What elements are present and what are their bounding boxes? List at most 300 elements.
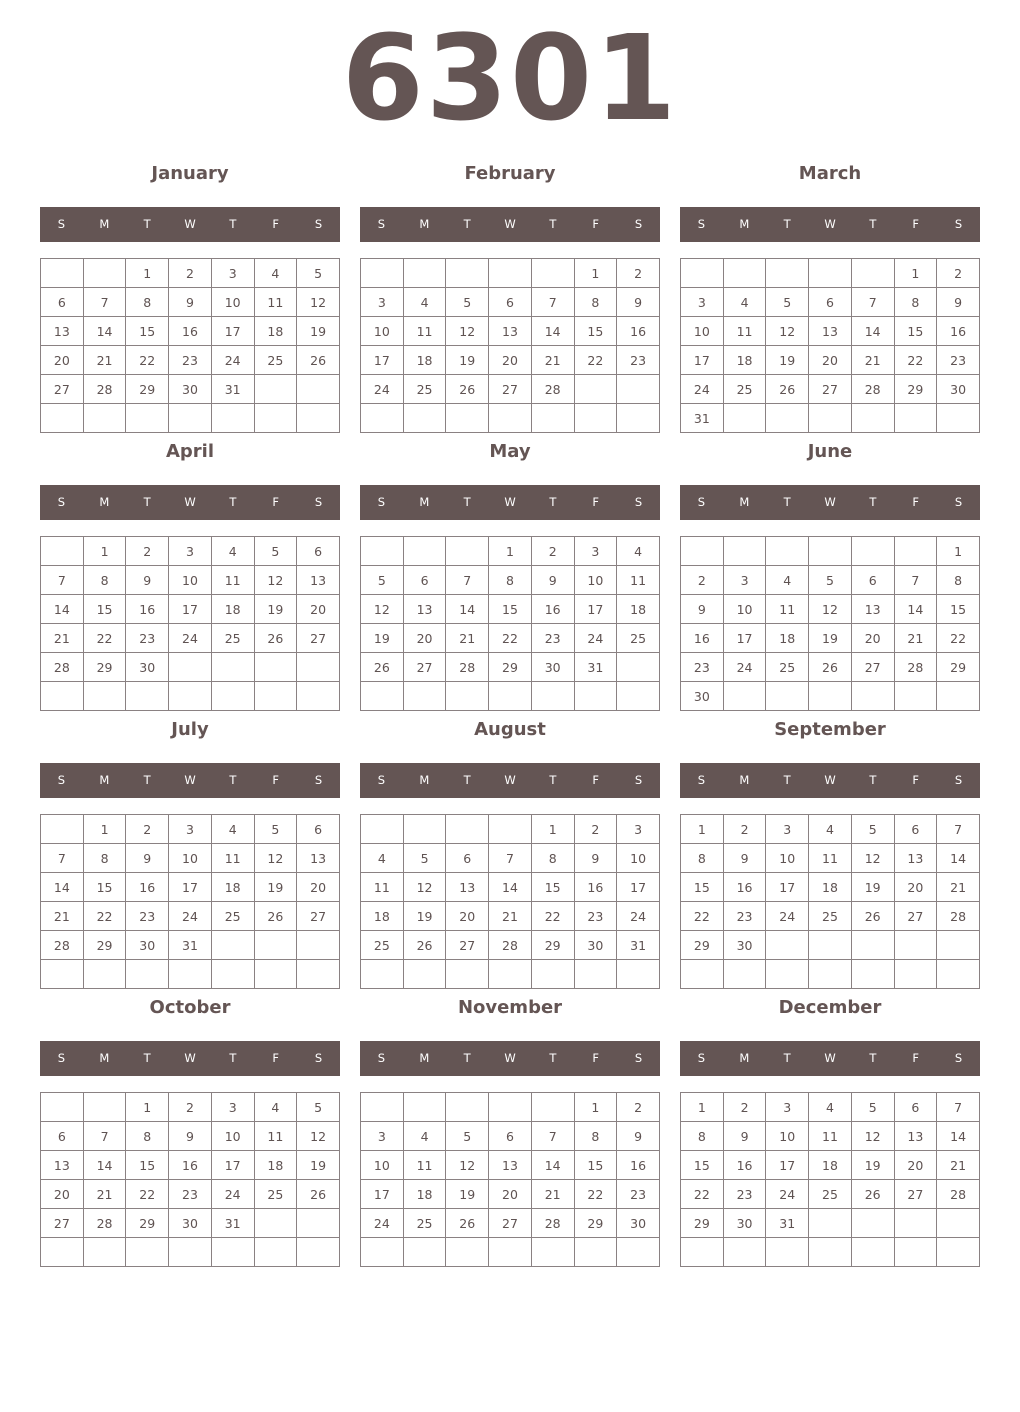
week-row — [361, 404, 660, 433]
day-cell: 31 — [617, 931, 660, 960]
day-cell: 29 — [894, 375, 937, 404]
empty-day-cell — [169, 1238, 212, 1267]
day-cell: 17 — [574, 595, 617, 624]
weekday-label: S — [634, 495, 643, 509]
empty-day-cell — [894, 682, 937, 711]
week-row — [41, 566, 340, 595]
empty-day-cell — [851, 259, 894, 288]
day-grid — [40, 536, 340, 711]
day-cell: 26 — [361, 653, 404, 682]
empty-day-cell — [617, 375, 660, 404]
day-cell: 15 — [574, 1151, 617, 1180]
week-row — [361, 1151, 660, 1180]
weekday-label: F — [912, 217, 920, 231]
day-cell: 18 — [361, 902, 404, 931]
day-cell: 18 — [766, 624, 809, 653]
empty-day-cell — [894, 1209, 937, 1238]
day-cell: 13 — [489, 1151, 532, 1180]
empty-day-cell — [681, 537, 724, 566]
day-cell: 7 — [446, 566, 489, 595]
week-row — [681, 1209, 980, 1238]
empty-day-cell — [446, 259, 489, 288]
day-cell: 3 — [574, 537, 617, 566]
day-cell: 15 — [681, 1151, 724, 1180]
weekday-label: F — [912, 495, 920, 509]
day-cell: 30 — [723, 1209, 766, 1238]
day-cell: 27 — [489, 375, 532, 404]
month-name: November — [457, 997, 563, 1018]
weekday-label: W — [824, 773, 836, 787]
day-grid — [40, 814, 340, 989]
empty-day-cell — [937, 931, 980, 960]
day-cell: 28 — [531, 375, 574, 404]
day-cell: 8 — [489, 566, 532, 595]
empty-day-cell — [617, 682, 660, 711]
day-cell: 6 — [894, 815, 937, 844]
week-row — [681, 1093, 980, 1122]
day-cell: 6 — [446, 844, 489, 873]
day-cell: 1 — [489, 537, 532, 566]
day-cell: 26 — [809, 653, 852, 682]
day-cell: 11 — [809, 844, 852, 873]
day-cell: 11 — [254, 288, 297, 317]
empty-day-cell — [254, 960, 297, 989]
day-cell: 1 — [126, 1093, 169, 1122]
month-name: March — [798, 163, 862, 184]
day-cell: 9 — [681, 595, 724, 624]
empty-day-cell — [894, 404, 937, 433]
week-row — [361, 288, 660, 317]
day-cell: 15 — [126, 317, 169, 346]
day-cell: 30 — [937, 375, 980, 404]
day-cell: 2 — [681, 566, 724, 595]
weekday-label: T — [463, 773, 471, 787]
day-cell: 26 — [254, 902, 297, 931]
day-cell: 3 — [211, 1093, 254, 1122]
week-row — [681, 375, 980, 404]
day-cell: 5 — [446, 1122, 489, 1151]
day-cell: 14 — [531, 317, 574, 346]
empty-day-cell — [403, 1238, 446, 1267]
week-row — [681, 1122, 980, 1151]
weekday-label: T — [783, 495, 791, 509]
day-cell: 22 — [83, 902, 126, 931]
day-cell: 27 — [809, 375, 852, 404]
empty-day-cell — [83, 1093, 126, 1122]
day-cell: 21 — [489, 902, 532, 931]
empty-day-cell — [83, 682, 126, 711]
week-row — [361, 653, 660, 682]
weekday-label: W — [824, 1051, 836, 1065]
day-cell: 28 — [937, 1180, 980, 1209]
weekday-label: T — [869, 1051, 877, 1065]
weekday-label: W — [184, 773, 196, 787]
day-cell: 6 — [489, 288, 532, 317]
weekday-label: S — [377, 773, 386, 787]
day-cell: 10 — [766, 844, 809, 873]
week-row — [361, 595, 660, 624]
day-cell: 1 — [83, 815, 126, 844]
day-cell: 22 — [126, 346, 169, 375]
day-cell: 11 — [403, 1151, 446, 1180]
empty-day-cell — [809, 259, 852, 288]
week-row — [41, 1122, 340, 1151]
day-cell: 10 — [617, 844, 660, 873]
day-cell: 9 — [723, 1122, 766, 1151]
empty-day-cell — [403, 682, 446, 711]
day-cell: 1 — [126, 259, 169, 288]
day-cell: 1 — [937, 537, 980, 566]
day-cell: 12 — [851, 1122, 894, 1151]
day-cell: 11 — [809, 1122, 852, 1151]
day-cell: 30 — [126, 653, 169, 682]
empty-day-cell — [361, 960, 404, 989]
weekday-header — [680, 763, 980, 798]
month-name: December — [778, 997, 882, 1018]
day-cell: 25 — [809, 902, 852, 931]
day-cell: 18 — [254, 317, 297, 346]
day-cell: 12 — [851, 844, 894, 873]
day-cell: 7 — [41, 844, 84, 873]
day-cell: 1 — [574, 259, 617, 288]
day-cell: 16 — [574, 873, 617, 902]
weekday-label: S — [377, 217, 386, 231]
weekday-label: M — [739, 773, 750, 787]
day-cell: 18 — [254, 1151, 297, 1180]
day-cell: 24 — [361, 375, 404, 404]
empty-day-cell — [617, 1238, 660, 1267]
day-cell: 12 — [297, 288, 340, 317]
weekday-label: S — [377, 1051, 386, 1065]
empty-day-cell — [574, 404, 617, 433]
day-cell: 4 — [211, 815, 254, 844]
weekday-label: T — [869, 217, 877, 231]
weekday-header — [360, 763, 660, 798]
day-grid — [680, 258, 980, 433]
empty-day-cell — [83, 1238, 126, 1267]
day-cell: 11 — [723, 317, 766, 346]
day-cell: 13 — [489, 317, 532, 346]
weekday-label: M — [739, 217, 750, 231]
weekday-label: T — [229, 217, 237, 231]
weekday-label: M — [419, 495, 430, 509]
weekday-header — [360, 485, 660, 520]
day-cell: 27 — [297, 902, 340, 931]
day-cell: 21 — [41, 624, 84, 653]
empty-day-cell — [297, 1209, 340, 1238]
day-cell: 28 — [446, 653, 489, 682]
weekday-label: W — [184, 1051, 196, 1065]
empty-day-cell — [723, 404, 766, 433]
empty-day-cell — [809, 537, 852, 566]
day-cell: 21 — [446, 624, 489, 653]
day-cell: 20 — [297, 595, 340, 624]
empty-day-cell — [446, 404, 489, 433]
empty-day-cell — [446, 1238, 489, 1267]
day-cell: 8 — [574, 1122, 617, 1151]
day-cell: 25 — [809, 1180, 852, 1209]
day-cell: 16 — [169, 317, 212, 346]
day-cell: 22 — [681, 1180, 724, 1209]
day-cell: 10 — [211, 1122, 254, 1151]
day-cell: 13 — [894, 844, 937, 873]
day-cell: 28 — [83, 375, 126, 404]
weekday-label: F — [592, 495, 600, 509]
day-cell: 8 — [531, 844, 574, 873]
empty-day-cell — [851, 537, 894, 566]
day-cell: 30 — [574, 931, 617, 960]
weekday-label: S — [954, 217, 963, 231]
day-cell: 30 — [169, 375, 212, 404]
day-cell: 19 — [403, 902, 446, 931]
day-cell: 17 — [766, 873, 809, 902]
day-cell: 19 — [851, 873, 894, 902]
day-cell: 19 — [809, 624, 852, 653]
empty-day-cell — [937, 682, 980, 711]
day-cell: 16 — [617, 317, 660, 346]
weekday-header — [680, 1041, 980, 1076]
weekday-label: T — [143, 217, 151, 231]
day-cell: 11 — [211, 566, 254, 595]
day-cell: 7 — [489, 844, 532, 873]
empty-day-cell — [361, 815, 404, 844]
day-cell: 6 — [297, 815, 340, 844]
day-cell: 8 — [894, 288, 937, 317]
weekday-label: T — [869, 773, 877, 787]
day-cell: 26 — [851, 902, 894, 931]
day-cell: 15 — [681, 873, 724, 902]
day-cell: 17 — [211, 317, 254, 346]
weekday-label: F — [272, 773, 280, 787]
day-cell: 18 — [211, 873, 254, 902]
day-grid — [40, 1092, 340, 1267]
weekday-label: W — [504, 773, 516, 787]
month-name: October — [149, 997, 231, 1018]
day-cell: 2 — [126, 815, 169, 844]
day-cell: 5 — [403, 844, 446, 873]
day-cell: 4 — [723, 288, 766, 317]
weekday-label: T — [229, 495, 237, 509]
day-cell: 8 — [681, 1122, 724, 1151]
week-row — [361, 346, 660, 375]
weekday-label: T — [463, 217, 471, 231]
weekday-label: S — [57, 217, 66, 231]
empty-day-cell — [809, 1238, 852, 1267]
day-cell: 22 — [574, 1180, 617, 1209]
day-cell: 10 — [723, 595, 766, 624]
day-cell: 24 — [681, 375, 724, 404]
empty-day-cell — [403, 1093, 446, 1122]
weekday-label: F — [272, 217, 280, 231]
day-cell: 10 — [211, 288, 254, 317]
day-cell: 13 — [297, 566, 340, 595]
day-cell: 4 — [211, 537, 254, 566]
day-cell: 21 — [531, 1180, 574, 1209]
day-cell: 23 — [723, 902, 766, 931]
day-cell: 30 — [531, 653, 574, 682]
weekday-label: F — [592, 773, 600, 787]
empty-day-cell — [809, 1209, 852, 1238]
week-row — [681, 682, 980, 711]
day-cell: 21 — [41, 902, 84, 931]
weekday-label: T — [143, 773, 151, 787]
day-cell: 29 — [83, 653, 126, 682]
day-cell: 27 — [489, 1209, 532, 1238]
weekday-label: S — [954, 1051, 963, 1065]
empty-day-cell — [41, 259, 84, 288]
day-cell: 20 — [894, 1151, 937, 1180]
day-cell: 17 — [681, 346, 724, 375]
weekday-label: W — [504, 217, 516, 231]
weekday-label: F — [272, 1051, 280, 1065]
empty-day-cell — [851, 404, 894, 433]
day-cell: 24 — [211, 1180, 254, 1209]
weekday-label: S — [57, 1051, 66, 1065]
day-cell: 15 — [574, 317, 617, 346]
year-title: 6301 — [341, 9, 679, 147]
empty-day-cell — [403, 815, 446, 844]
empty-day-cell — [489, 1093, 532, 1122]
empty-day-cell — [531, 259, 574, 288]
day-cell: 29 — [681, 931, 724, 960]
weekday-label: M — [739, 495, 750, 509]
empty-day-cell — [254, 682, 297, 711]
week-row — [41, 624, 340, 653]
day-cell: 13 — [297, 844, 340, 873]
day-cell: 24 — [169, 902, 212, 931]
day-cell: 19 — [254, 595, 297, 624]
empty-day-cell — [361, 1238, 404, 1267]
day-cell: 1 — [83, 537, 126, 566]
day-cell: 2 — [723, 815, 766, 844]
day-cell: 16 — [617, 1151, 660, 1180]
empty-day-cell — [361, 682, 404, 711]
weekday-header — [40, 207, 340, 242]
week-row — [41, 653, 340, 682]
empty-day-cell — [574, 682, 617, 711]
day-cell: 2 — [574, 815, 617, 844]
day-cell: 21 — [894, 624, 937, 653]
week-row — [41, 317, 340, 346]
weekday-label: S — [697, 773, 706, 787]
day-cell: 19 — [766, 346, 809, 375]
day-cell: 29 — [531, 931, 574, 960]
day-cell: 20 — [489, 346, 532, 375]
weekday-label: S — [314, 495, 323, 509]
day-cell: 13 — [809, 317, 852, 346]
day-cell: 3 — [617, 815, 660, 844]
day-cell: 7 — [531, 288, 574, 317]
week-row — [41, 682, 340, 711]
day-cell: 23 — [531, 624, 574, 653]
empty-day-cell — [489, 259, 532, 288]
empty-day-cell — [403, 259, 446, 288]
day-cell: 26 — [446, 1209, 489, 1238]
day-cell: 1 — [681, 1093, 724, 1122]
empty-day-cell — [489, 404, 532, 433]
weekday-label: S — [377, 495, 386, 509]
day-cell: 19 — [297, 1151, 340, 1180]
weekday-label: M — [99, 217, 110, 231]
day-cell: 21 — [851, 346, 894, 375]
empty-day-cell — [531, 682, 574, 711]
day-cell: 6 — [297, 537, 340, 566]
week-row — [41, 288, 340, 317]
day-cell: 20 — [403, 624, 446, 653]
day-cell: 14 — [894, 595, 937, 624]
day-cell: 14 — [851, 317, 894, 346]
week-row — [681, 259, 980, 288]
weekday-label: S — [697, 217, 706, 231]
day-cell: 15 — [83, 873, 126, 902]
day-cell: 7 — [937, 815, 980, 844]
day-cell: 5 — [254, 815, 297, 844]
weekday-label: S — [634, 217, 643, 231]
day-cell: 9 — [169, 1122, 212, 1151]
week-row — [41, 815, 340, 844]
week-row — [41, 844, 340, 873]
day-cell: 31 — [766, 1209, 809, 1238]
day-cell: 31 — [211, 1209, 254, 1238]
day-cell: 1 — [681, 815, 724, 844]
empty-day-cell — [851, 1238, 894, 1267]
day-cell: 20 — [41, 346, 84, 375]
empty-day-cell — [41, 404, 84, 433]
empty-day-cell — [169, 653, 212, 682]
day-cell: 4 — [766, 566, 809, 595]
day-cell: 23 — [681, 653, 724, 682]
empty-day-cell — [361, 1093, 404, 1122]
day-cell: 4 — [617, 537, 660, 566]
empty-day-cell — [41, 682, 84, 711]
day-cell: 5 — [809, 566, 852, 595]
day-cell: 29 — [83, 931, 126, 960]
empty-day-cell — [211, 1238, 254, 1267]
day-cell: 19 — [254, 873, 297, 902]
month-name: February — [464, 163, 556, 184]
day-cell: 23 — [126, 624, 169, 653]
day-cell: 17 — [766, 1151, 809, 1180]
empty-day-cell — [83, 404, 126, 433]
day-cell: 17 — [361, 346, 404, 375]
day-cell: 11 — [617, 566, 660, 595]
day-cell: 6 — [41, 288, 84, 317]
weekday-label: S — [634, 773, 643, 787]
week-row — [41, 1238, 340, 1267]
day-cell: 19 — [446, 346, 489, 375]
day-cell: 5 — [361, 566, 404, 595]
day-cell: 8 — [937, 566, 980, 595]
weekday-label: T — [229, 1051, 237, 1065]
day-cell: 25 — [403, 1209, 446, 1238]
day-cell: 22 — [937, 624, 980, 653]
day-cell: 23 — [169, 1180, 212, 1209]
empty-day-cell — [41, 815, 84, 844]
week-row — [361, 815, 660, 844]
day-cell: 9 — [126, 566, 169, 595]
weekday-label: W — [824, 217, 836, 231]
day-cell: 26 — [403, 931, 446, 960]
day-cell: 5 — [446, 288, 489, 317]
weekday-label: T — [783, 217, 791, 231]
day-cell: 25 — [403, 375, 446, 404]
weekday-label: W — [824, 495, 836, 509]
week-row — [361, 566, 660, 595]
day-cell: 22 — [574, 346, 617, 375]
day-cell: 14 — [83, 317, 126, 346]
day-cell: 17 — [169, 873, 212, 902]
day-cell: 15 — [894, 317, 937, 346]
